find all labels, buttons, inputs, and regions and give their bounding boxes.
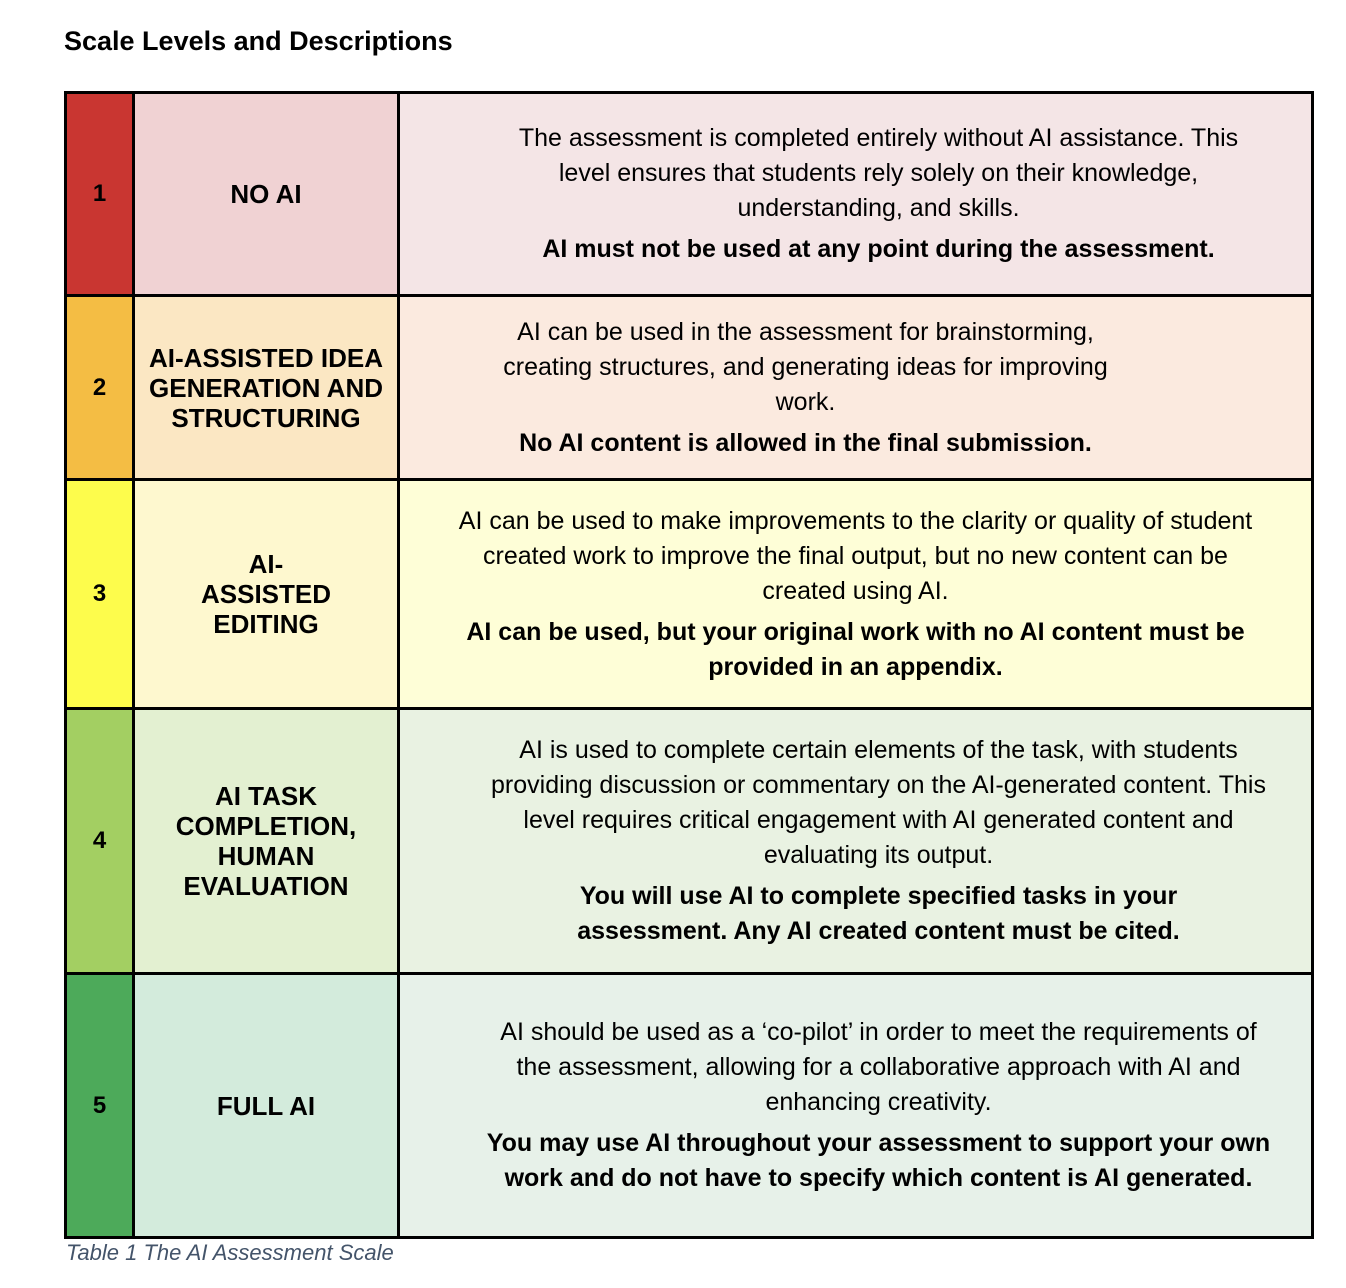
level-name-text: AI-ASSISTED IDEA GENERATION AND STRUCTURING [148,342,384,433]
table-row [66,480,1313,709]
level-name-text: AI-ASSISTED EDITING [200,549,332,639]
level-name [134,480,399,709]
level-description-text: AI should be used as a ‘co-pilot’ in order to meet the requirements of the assessment, allowing for a collaborative approach with AI and enhancing creativity. [500,1018,1257,1116]
level-number: 4 [66,709,134,974]
level-description [399,709,1313,974]
assessment-scale-table [64,91,1314,1239]
level-description [399,93,1313,296]
level-number: 1 [66,93,134,296]
table-row [66,974,1313,1238]
level-name [134,709,399,974]
level-name-text: AI TASK COMPLETION, HUMAN EVALUATION [175,781,357,901]
level-name [134,296,399,480]
page-title: Scale Levels and Descriptions [64,26,453,56]
level-description-text: AI can be used in the assessment for brainstorming, creating structures, and generating ideas for improving work. [503,317,1108,416]
level-rule-text: No AI content is allowed in the final submission. [519,428,1092,457]
level-name-text: NO AI [230,179,302,209]
table-row [66,296,1313,480]
level-description-text: The assessment is completed entirely without AI assistance. This level ensures that students rely solely on their knowledge, understanding, and skills. [518,124,1239,222]
level-description [399,480,1313,709]
level-name [134,974,399,1238]
level-rule-text: AI must not be used at any point during the assessment. [542,235,1215,263]
level-description [399,974,1313,1238]
level-rule-text: AI can be used, but your original work with no AI content must be provided in an appendix. [466,617,1245,681]
level-number: 3 [66,480,134,709]
table-row [66,709,1313,974]
level-rule-text: You will use AI to complete specified tasks in your assessment. Any AI created content must be cited. [577,882,1180,945]
level-description [399,296,1313,480]
level-number: 5 [66,974,134,1238]
level-description-text: AI can be used to make improvements to the clarity or quality of student created work to improve the final output, but no new content can be created using AI. [458,506,1253,605]
table-caption: Table 1 The AI Assessment Scale [66,1240,394,1265]
level-name-text: FULL AI [216,1090,316,1121]
level-description-text: AI is used to complete certain elements of the task, with students providing discussion or commentary on the AI-generated content. This level requires critical engagement with AI generated content and evaluating its output. [491,736,1266,869]
level-name [134,93,399,296]
level-number: 2 [66,296,134,480]
level-rule-text: You may use AI throughout your assessment to support your own work and do not have to specify which content is AI generated. [486,1129,1271,1192]
table-row [66,93,1313,296]
